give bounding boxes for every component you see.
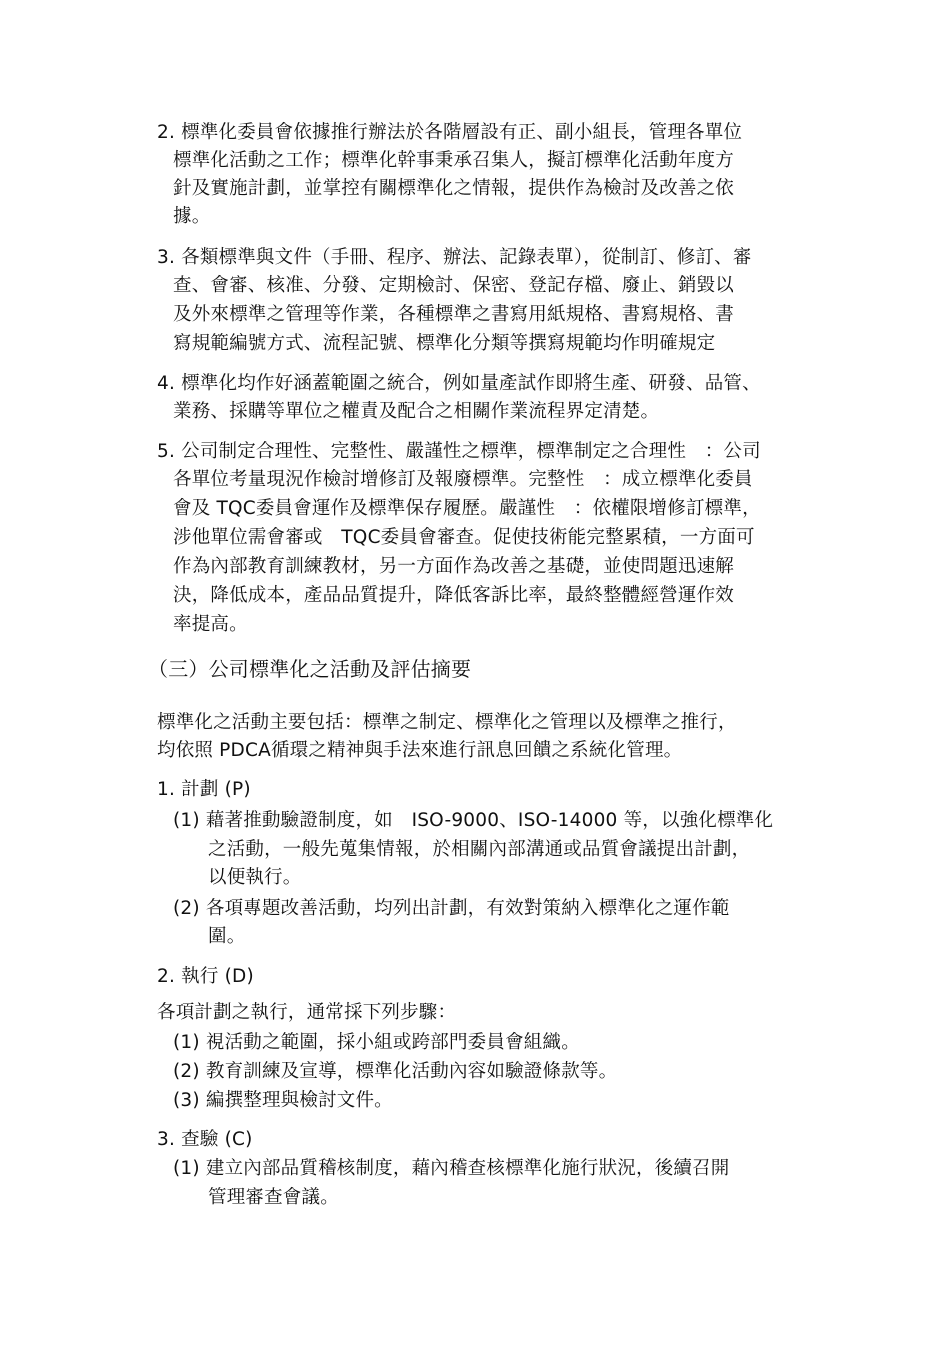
item5-line5: 作為內部教育訓練教材，另一方面作為改善之基礎，並使問題迅速解 — [173, 556, 735, 577]
item5-line6: 決，降低成本，產品品質提升，降低客訴比率，最終整體經營運作效 — [173, 585, 735, 606]
plan-sub2-line1: (2) 各項專題改善活動，均列出計劃，有效對策納入標準化之運作範 — [173, 898, 730, 919]
do-title: 2. 執行 (D) — [157, 966, 254, 987]
item4-line2: 業務、採購等單位之權責及配合之相關作業流程界定清楚。 — [173, 401, 660, 422]
item3-line2: 查、會審、核准、分發、定期檢討、保密、登記存檔、廢止、銷毀以 — [173, 275, 735, 296]
section3-heading: （三）公司標準化之活動及評估摘要 — [148, 657, 472, 681]
item3-line3: 及外來標準之管理等作業，各種標準之書寫用紙規格、書寫規格、書 — [173, 304, 735, 325]
item2-line1: 2. 標準化委員會依據推行辦法於各階層設有正、副小組長，管理各單位 — [157, 122, 743, 143]
intro-line2: 均依照 PDCA循環之精神與手法來進行訊息回饋之系統化管理。 — [157, 740, 683, 761]
item3-line4: 寫規範編號方式、流程記號、標準化分類等撰寫規範均作明確規定 — [173, 333, 716, 354]
plan-sub1-line3: 以便執行。 — [208, 867, 302, 888]
check-title: 3. 查驗 (C) — [157, 1129, 253, 1150]
plan-sub1-line2: 之活動，一般先蒐集情報，於相關內部溝通或品質會議提出計劃， — [208, 839, 751, 860]
intro-line1: 標準化之活動主要包括：標準之制定、標準化之管理以及標準之推行， — [157, 712, 737, 733]
item5-line1: 5. 公司制定合理性、完整性、嚴謹性之標準，標準制定之合理性 ：公司 — [157, 441, 761, 462]
item4-line1: 4. 標準化均作好涵蓋範圍之統合，例如量產試作即將生產、研發、品管、 — [157, 373, 761, 394]
do-step1: (1) 視活動之範圍，採小組或跨部門委員會組織。 — [173, 1032, 580, 1053]
item5-line3: 會及 TQC委員會運作及標準保存履歷。嚴謹性 ：依權限增修訂標準， — [173, 498, 761, 519]
item5-line2: 各單位考量現況作檢討增修訂及報廢標準。完整性 ：成立標準化委員 — [173, 469, 753, 490]
item5-line7: 率提高。 — [173, 614, 248, 635]
item2-line4: 據。 — [173, 206, 211, 227]
do-step3: (3) 編撰整理與檢討文件。 — [173, 1090, 393, 1111]
item3-line1: 3. 各類標準與文件（手冊、程序、辦法、記錄表單），從制訂、修訂、審 — [157, 247, 752, 268]
check-sub1-line1: (1) 建立內部品質稽核制度，藉內稽查核標準化施行狀況，後續召開 — [173, 1158, 730, 1179]
plan-sub2-line2: 圍。 — [208, 926, 246, 947]
plan-title: 1. 計劃 (P) — [157, 779, 251, 800]
plan-sub1-line1: (1) 藉著推動驗證制度，如 ISO-9000、ISO-14000 等，以強化標準化 — [173, 810, 774, 831]
do-intro: 各項計劃之執行，通常採下列步驟： — [157, 1002, 457, 1023]
item2-line2: 標準化活動之工作；標準化幹事秉承召集人，擬訂標準化活動年度方 — [173, 150, 735, 171]
item2-line3: 針及實施計劃，並掌控有關標準化之情報，提供作為檢討及改善之依 — [173, 178, 735, 199]
item5-line4: 涉他單位需會審或 TQC委員會審查。促使技術能完整累積，一方面可 — [173, 527, 755, 548]
do-step2: (2) 教育訓練及宣導，標準化活動內容如驗證條款等。 — [173, 1061, 618, 1082]
check-sub1-line2: 管理審查會議。 — [208, 1187, 339, 1208]
